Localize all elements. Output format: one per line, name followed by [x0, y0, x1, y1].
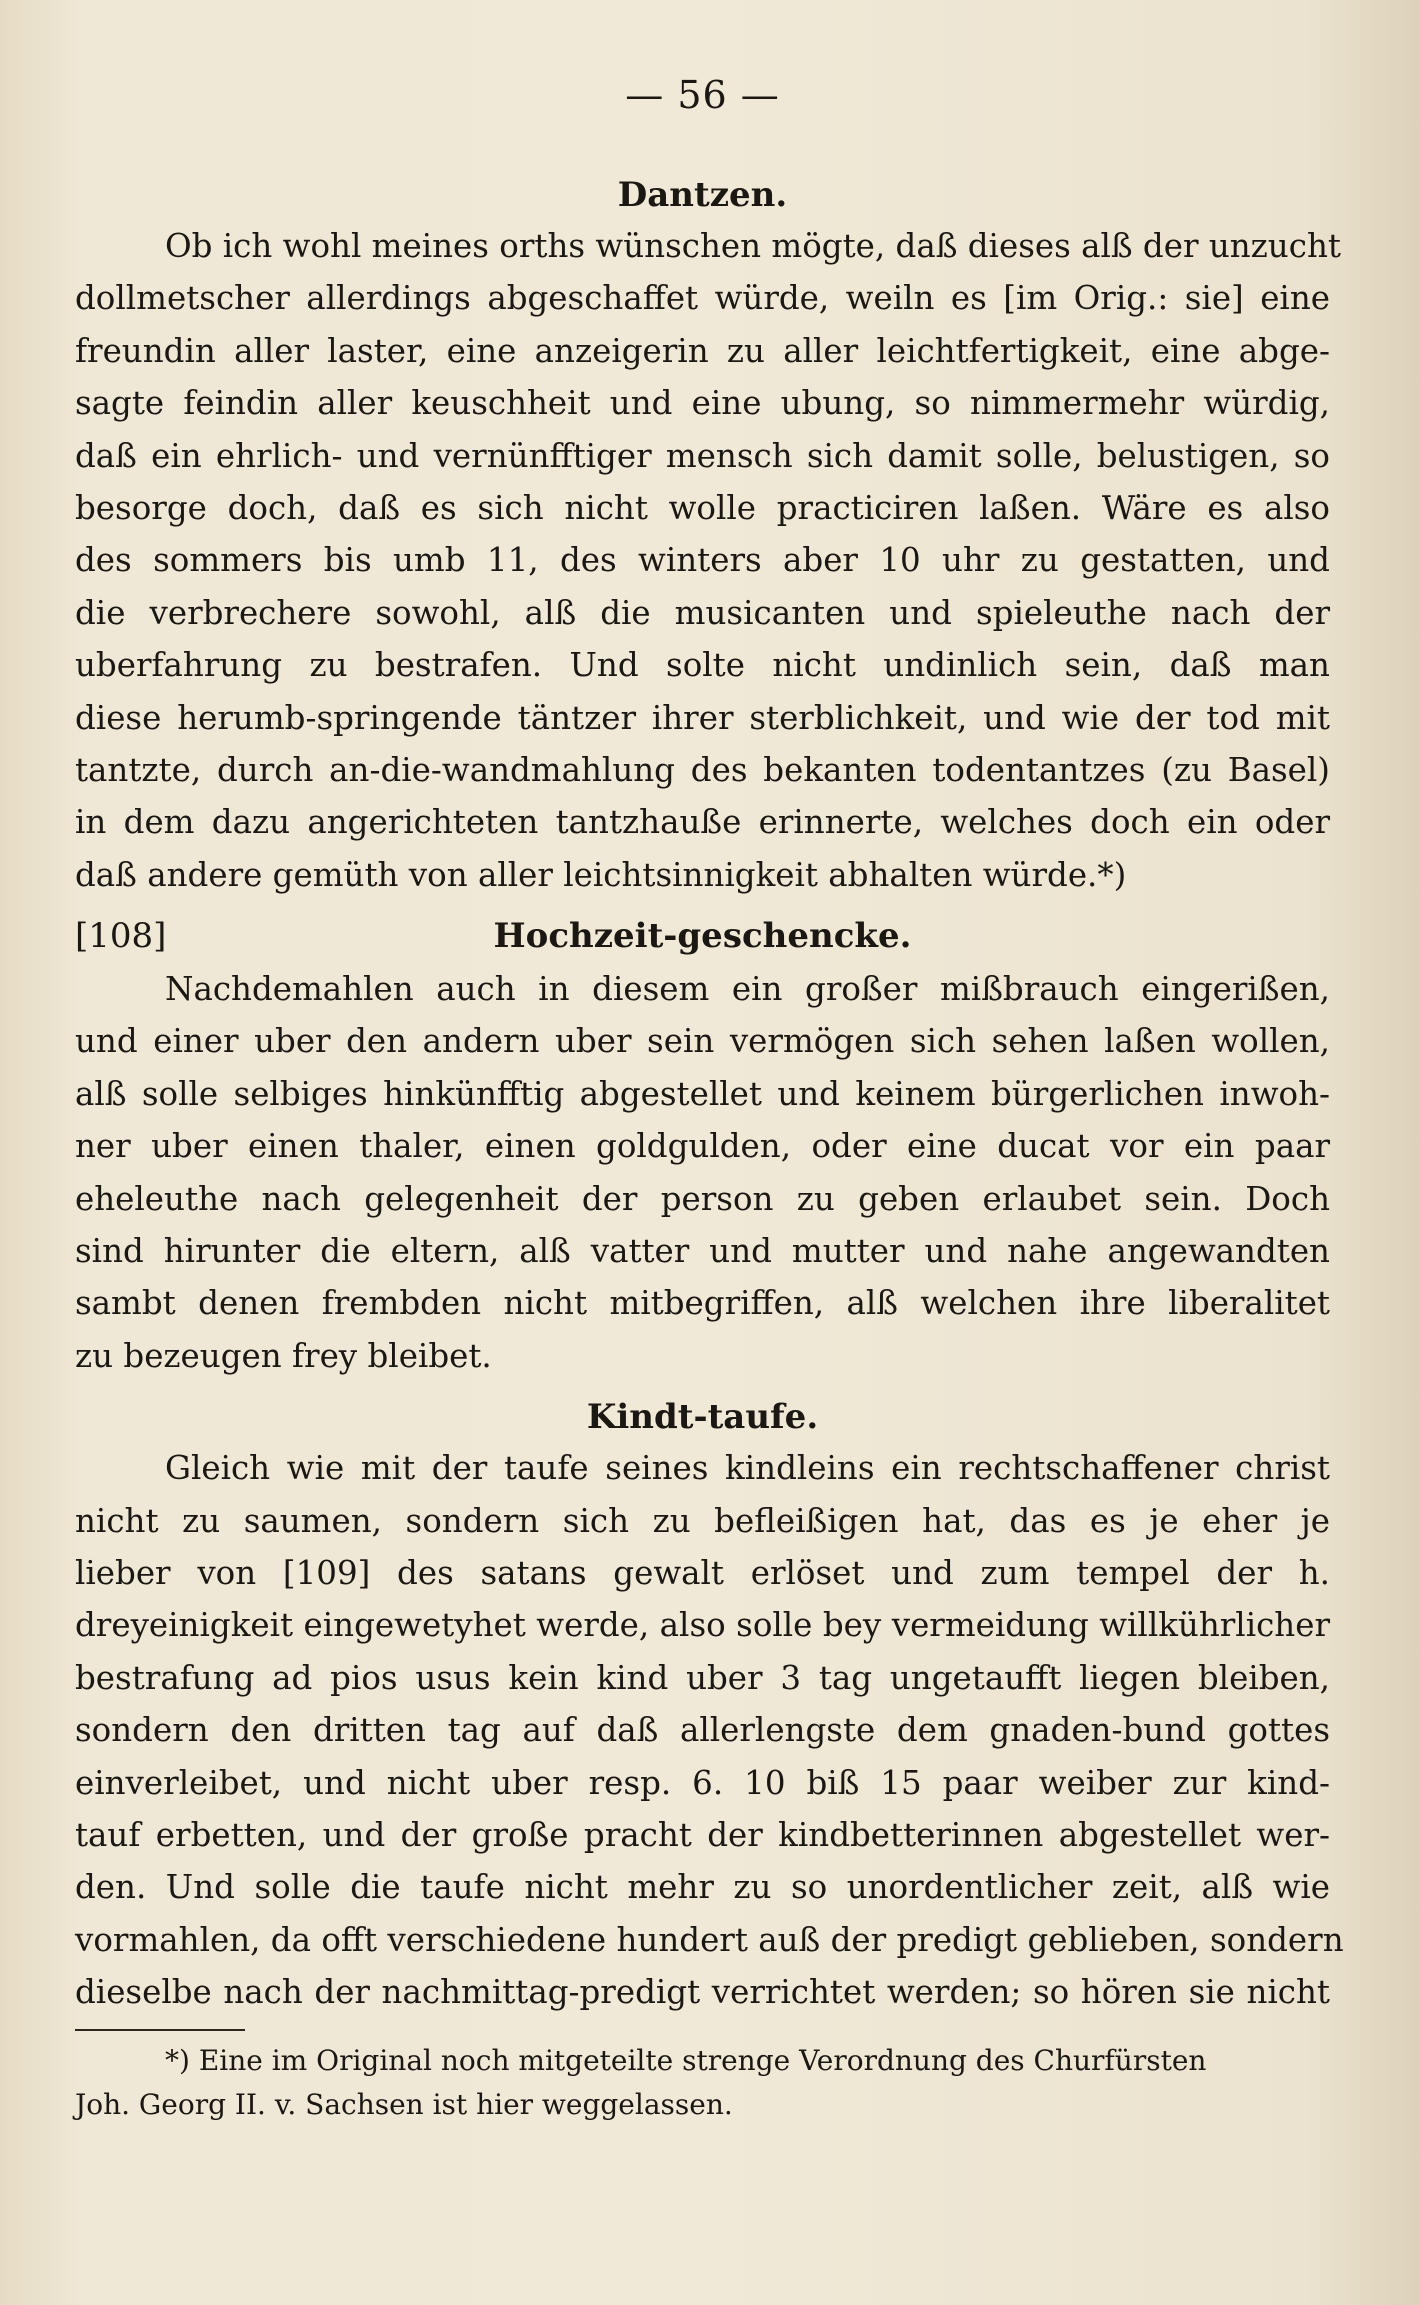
text-line: sind hirunter die eltern, alß vatter und mutter und nahe angewandten	[75, 1232, 1330, 1271]
text-line: bestrafung ad pios usus kein kind uber 3 tag ungetaufft liegen bleiben,	[75, 1658, 1330, 1697]
section-heading-hochzeit: Hochzeit-geschencke.	[493, 916, 912, 957]
footnote-line: *) Eine im Original noch mitgeteilte strenge Verordnung des Churfürsten	[165, 2043, 1207, 2077]
text-line: zu bezeugen frey bleibet.	[75, 1336, 492, 1375]
section-heading-dantzen: Dantzen.	[617, 175, 788, 215]
text-line: einverleibet, und nicht uber resp. 6. 10 biß 15 paar weiber zur kind-	[75, 1763, 1330, 1802]
text-line: in dem dazu angerichteten tantzhauße erinnerte, welches doch ein oder	[75, 803, 1330, 842]
section-heading-kindttaufe: Kindt-taufe.	[586, 1397, 819, 1438]
text-line: dieselbe nach der nachmittag-predigt verrichtet werden; so hören sie nicht	[75, 1973, 1330, 2012]
text-line: nicht zu saumen, sondern sich zu befleißigen hat, das es je eher je	[75, 1501, 1330, 1540]
text-line: daß andere gemüth von aller leichtsinnigkeit abhalten würde.*)	[75, 855, 1127, 894]
text-line: dollmetscher allerdings abgeschaffet würde, weiln es [im Orig.: sie] eine	[75, 279, 1330, 318]
text-line: alß solle selbiges hinkünfftig abgestellet und keinem bürgerlichen inwoh-	[75, 1074, 1330, 1113]
text-line: vormahlen, da offt verschiedene hundert auß der predigt geblieben, sondern	[75, 1920, 1344, 1959]
text-line: daß ein ehrlich- und vernünfftiger mensch sich damit solle, belustigen, so	[75, 436, 1330, 475]
footnote	[75, 2039, 1330, 2127]
text-line: sambt denen frembden nicht mitbegriffen, alß welchen ihre liberalitet	[75, 1284, 1330, 1323]
text-line: des sommers bis umb 11, des winters aber 10 uhr zu gestatten, und	[75, 541, 1330, 580]
text-line: diese herumb-springende täntzer ihrer sterblichkeit, und wie der tod mit	[75, 698, 1330, 737]
footnote-divider	[75, 2029, 245, 2031]
text-line: uberfahrung zu bestrafen. Und solte nicht undinlich sein, daß man	[75, 646, 1330, 685]
text-line: Nachdemahlen auch in diesem ein großer mißbrauch eingerißen,	[165, 970, 1330, 1009]
text-line: besorge doch, daß es sich nicht wolle practiciren laßen. Wäre es also	[75, 488, 1330, 527]
section-heading-row-hochzeit	[75, 909, 1330, 963]
text-line: Gleich wie mit der taufe seines kindleins ein rechtschaffener christ	[165, 1449, 1330, 1488]
paragraph-hochzeit	[75, 963, 1330, 1382]
text-line: lieber von [109] des satans gewalt erlöset und zum tempel der h.	[75, 1553, 1330, 1592]
paragraph-kindttaufe	[75, 1442, 1344, 2018]
paragraph-dantzen	[75, 220, 1341, 901]
text-line: tantzte, durch an-die-wandmahlung des bekanten todentantzes (zu Basel)	[75, 750, 1330, 789]
text-line: sagte feindin aller keuschheit und eine ubung, so nimmermehr würdig,	[75, 384, 1330, 423]
text-line: tauf erbetten, und der große pracht der kindbetterinnen abgestellet wer-	[75, 1815, 1330, 1854]
footnote-line: Joh. Georg II. v. Sachsen ist hier weggelassen.	[75, 2087, 733, 2121]
text-line: dreyeinigkeit eingewetyhet werde, also solle bey vermeidung willkührlicher	[75, 1606, 1330, 1645]
text-line: die verbrechere sowohl, alß die musicanten und spieleuthe nach der	[75, 593, 1330, 632]
text-line: ner uber einen thaler, einen goldgulden, oder eine ducat vor ein paar	[75, 1127, 1330, 1166]
text-line: sondern den dritten tag auf daß allerlengste dem gnaden-bund gottes	[75, 1711, 1330, 1750]
text-line: eheleuthe nach gelegenheit der person zu geben erlaubet sein. Doch	[75, 1179, 1330, 1218]
text-line: freundin aller laster, eine anzeigerin zu aller leichtfertigkeit, eine abge-	[75, 331, 1330, 370]
text-line: Ob ich wohl meines orths wünschen mögte, daß dieses alß der unzucht	[165, 227, 1341, 265]
page-number: — 56 —	[625, 73, 780, 117]
text-line: und einer uber den andern uber sein vermögen sich sehen laßen wollen,	[75, 1022, 1330, 1061]
text-line: den. Und solle die taufe nicht mehr zu so unordentlicher zeit, alß wie	[75, 1868, 1330, 1907]
page-marker: [108]	[75, 916, 167, 957]
